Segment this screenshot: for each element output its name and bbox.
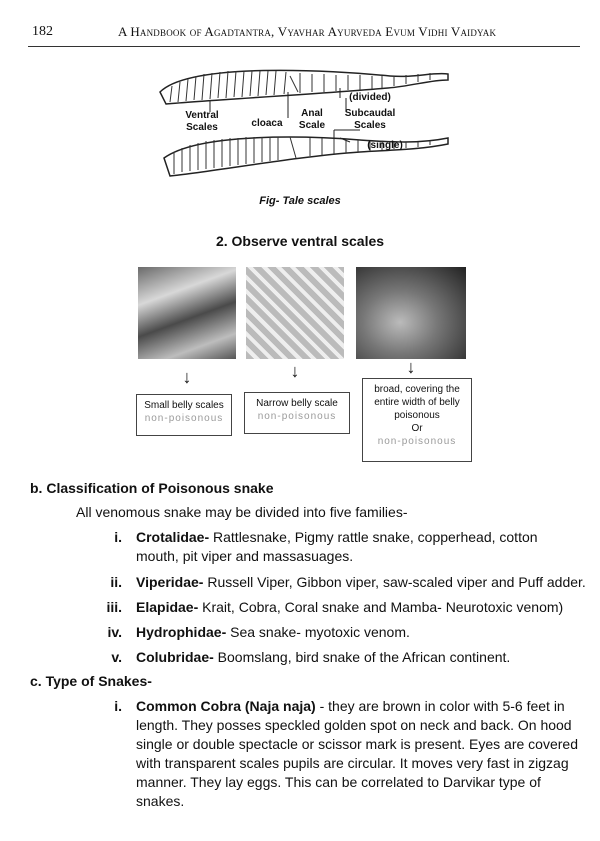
- family-name: Hydrophidae-: [136, 624, 227, 640]
- family-name: Elapidae-: [136, 599, 199, 615]
- photo-narrow-belly-scales: [246, 267, 344, 359]
- caption-box-small: [136, 394, 232, 436]
- list-numeral: i.: [114, 698, 122, 714]
- list-numeral: ii.: [110, 574, 122, 590]
- figure-caption: Fig- Tale scales: [259, 195, 341, 207]
- caption-classification: non-poisonous: [377, 436, 457, 447]
- label-cloaca: cloaca: [251, 118, 283, 129]
- family-name: Viperidae-: [136, 574, 204, 590]
- family-description: Boomslang, bird snake of the African continent.: [213, 649, 511, 665]
- snake-description-line: with transparent scales pupils are circular. It moves very fast in zigzag: [136, 755, 569, 771]
- photo-broad-belly-scales: [356, 267, 466, 359]
- snake-description-line: single or double spectacle or scissor mark is present. Eyes are covered: [136, 736, 578, 752]
- list-item: [92, 573, 592, 592]
- down-arrow-icon: ↓: [406, 357, 416, 377]
- section-heading: 2. Observe ventral scales: [215, 233, 385, 249]
- list-item: [92, 528, 582, 566]
- caption-classification: non-poisonous: [144, 413, 224, 424]
- caption-line: broad, covering the: [374, 384, 460, 395]
- label-single: (single): [367, 140, 403, 151]
- label-ventral-scales: Ventral Scales: [185, 110, 219, 133]
- caption-line: entire width of belly: [374, 397, 460, 408]
- label-anal-scale: Anal Scale: [298, 108, 326, 131]
- family-description: Sea snake- myotoxic venom.: [226, 624, 410, 640]
- snake-description-line: manner. They lay eggs. This can be correlated to Darvikar type of: [136, 774, 541, 790]
- caption-line: poisonous: [394, 410, 440, 421]
- caption-box-narrow: [244, 392, 350, 434]
- snake-description-line: length. They posses speckled golden spot on neck and back. On hood: [136, 717, 572, 733]
- caption-line: Narrow belly scale: [256, 398, 338, 409]
- photo-small-belly-scales: [138, 267, 236, 359]
- snake-description: - they are brown in color with 5-6 feet in: [315, 698, 565, 714]
- list-numeral: i.: [114, 529, 122, 545]
- family-name: Crotalidae-: [136, 529, 210, 545]
- down-arrow-icon: ↓: [290, 361, 300, 381]
- label-subcaudal-scales: Subcaudal Scales: [344, 108, 396, 131]
- family-name: Colubridae-: [136, 649, 214, 665]
- family-description: Rattlesnake, Pigmy rattle snake, copperhead, cotton: [209, 529, 538, 545]
- list-item: [92, 598, 592, 617]
- family-description: Russell Viper, Gibbon viper, saw-scaled viper and Puff adder.: [203, 574, 586, 590]
- family-description-continued: mouth, pit viper and massasuages.: [136, 548, 354, 564]
- down-arrow-icon: ↓: [182, 367, 192, 387]
- list-item: [92, 697, 592, 811]
- header-rule: [28, 46, 580, 47]
- list-numeral: iii.: [106, 599, 122, 615]
- caption-line: Or: [411, 423, 423, 434]
- list-item: [92, 648, 592, 667]
- caption-box-broad: [362, 378, 472, 462]
- caption-classification: non-poisonous: [257, 411, 337, 422]
- types-heading: c. Type of Snakes-: [30, 673, 152, 689]
- running-header-title: A Handbook of Agadtantra, Vyavhar Ayurveda Evum Vidhi Vaidyak: [118, 24, 497, 39]
- family-description: Krait, Cobra, Coral snake and Mamba- Neurotoxic venom): [198, 599, 564, 615]
- snake-description-line: snakes.: [136, 793, 185, 809]
- list-numeral: iv.: [107, 624, 122, 640]
- classification-heading: b. Classification of Poisonous snake: [30, 480, 274, 496]
- list-numeral: v.: [111, 649, 122, 665]
- page-number: 182: [32, 24, 53, 39]
- label-divided: (divided): [349, 92, 391, 103]
- snake-type-name: Common Cobra (Naja naja): [136, 698, 316, 714]
- list-item: [92, 623, 592, 642]
- caption-line: Small belly scales: [144, 400, 224, 411]
- classification-intro: All venomous snake may be divided into five families-: [76, 504, 408, 520]
